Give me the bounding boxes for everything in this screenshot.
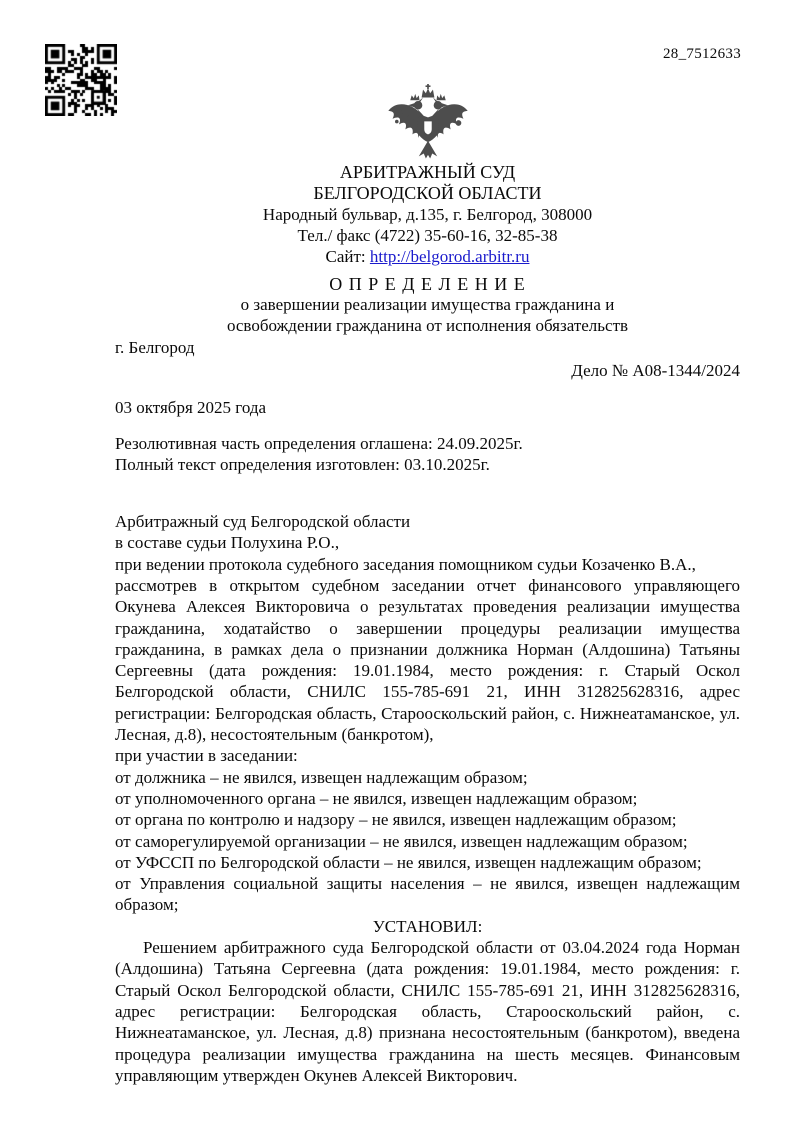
court-name-line2: БЕЛГОРОДСКОЙ ОБЛАСТИ [313, 183, 542, 203]
court-address: Народный бульвар, д.135, г. Белгород, 308000 [262, 205, 593, 224]
participant-line: от уполномоченного органа – не явился, извещен надлежащим образом; [115, 788, 638, 808]
participant-line: от органа по контролю и надзору – не явился, извещен надлежащим образом; [115, 810, 677, 830]
participant-line: от должника – не явился, извещен надлежащим образом; [115, 767, 528, 787]
case-description-paragraph: рассмотрев в открытом судебном заседании отчет финансового управляющего Окунева Алексея Викторовича о результатах проведения реализации имущества гражданина, ходатайство о завершении процедуры реализации имущества гражданина, в рамках дела о признании должника Норман (Алдошина) Татьяны Сергеевны (дата рождения: 19.01.1984, место рождения: г. Старый Оскол Белгородской области, СНИЛС 155-785-691 21, ИНН 312825628316, адрес регистрации: Белгородская область, Старооскольский район, с. Нижнеатаманское, ул. Лесная, д.8), несостоятельным (банкротом), [115, 575, 740, 745]
case-number: Дело № А08-1344/2024 [571, 360, 740, 380]
document-title: О П Р Е Д Е Л Е Н И Е [329, 274, 526, 294]
participant-line: от саморегулируемой организации – не явился, извещен надлежащим образом; [115, 831, 688, 851]
coat-of-arms-icon [115, 84, 740, 162]
document-subtitle-line2: освобождении гражданина от исполнения обязательств [226, 315, 629, 335]
body-clerk-line: при ведении протокола судебного заседания помощником судьи Козаченко В.А., [115, 554, 696, 574]
document-number: 28_7512633 [663, 46, 741, 62]
established-paragraph: Решением арбитражного суда Белгородской области от 03.04.2024 года Норман (Алдошина) Татьяна Сергеевна (дата рождения: 19.01.1984, место рождения: г. Старый Оскол Белгородской области, СНИЛС 155-785-691 21, ИНН 312825628316, адрес регистрации: Белгородская область, Старооскольский район, с. Нижнеатаманское, ул. Лесная, д.8) признана несостоятельным (банкротом), введена процедура реализации имущества гражданина на шесть месяцев. Финансовым управляющим утвержден Окунев Алексей Викторович. [115, 938, 740, 1085]
site-label: Сайт: [325, 247, 366, 266]
court-name-line1: АРБИТРАЖНЫЙ СУД [339, 162, 516, 182]
body-judge-line: в составе судьи Полухина Р.О., [115, 533, 340, 553]
court-website-link[interactable]: http://belgorod.arbitr.ru [369, 247, 530, 266]
participant-line: от Управления социальной защиты населения – не явился, извещен надлежащим образом; [115, 874, 740, 915]
body-court-line: Арбитражный суд Белгородской области [115, 512, 411, 532]
decision-date: 03 октября 2025 года [115, 397, 267, 417]
document-subtitle-line1: о завершении реализации имущества гражданина и [240, 295, 615, 314]
qr-code [45, 44, 117, 116]
attendance-heading: при участии в заседании: [115, 746, 298, 766]
full-text-line: Полный текст определения изготовлен: 03.10.2025г. [115, 454, 490, 474]
participant-line: от УФССП по Белгородской области – не явился, извещен надлежащим образом; [115, 852, 702, 872]
resolutive-part-line: Резолютивная часть определения оглашена: 24.09.2025г. [115, 433, 523, 453]
court-phone: Тел./ факс (4722) 35-60-16, 32-85-38 [297, 226, 558, 245]
ustanovil-heading: УСТАНОВИЛ: [372, 916, 483, 936]
court-site-line [115, 246, 740, 267]
city: г. Белгород [115, 337, 195, 357]
